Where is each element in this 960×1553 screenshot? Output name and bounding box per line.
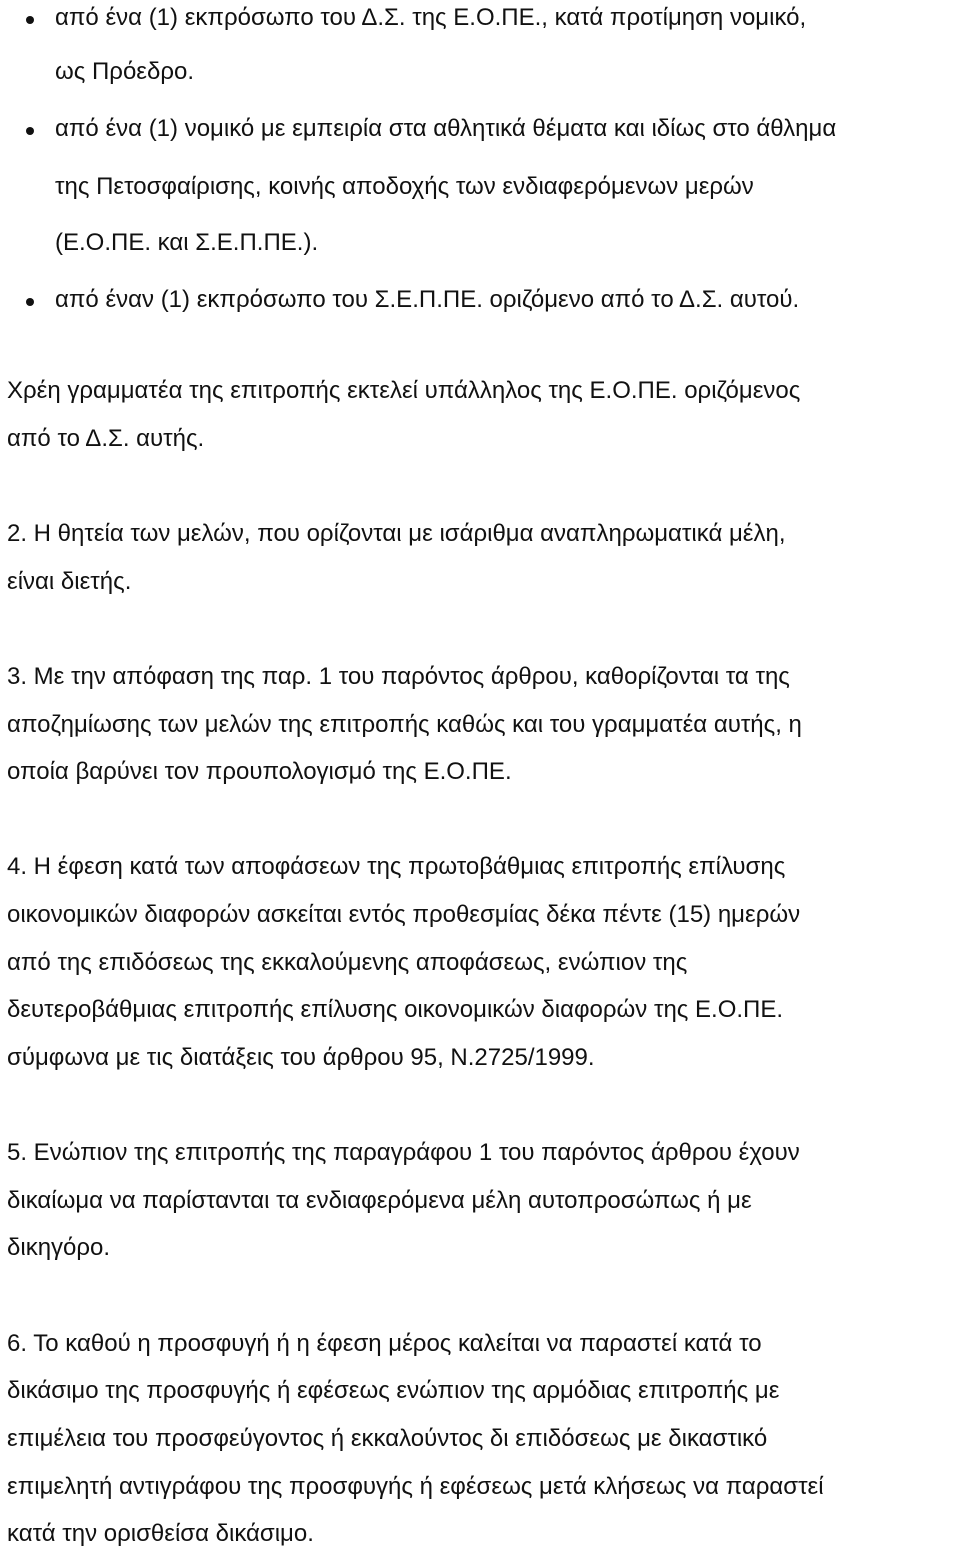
- text-line: 3. Με την απόφαση της παρ. 1 του παρόντος άρθρου, καθορίζονται τα της: [7, 663, 790, 690]
- text-line: δικαίωμα να παρίστανται τα ενδιαφερόμενα μέλη αυτοπροσώπως ή με: [7, 1187, 752, 1214]
- bullet-dot-icon: [26, 127, 34, 135]
- text-line: από έναν (1) εκπρόσωπο του Σ.Ε.Π.ΠΕ. οριζόμενο από το Δ.Σ. αυτού.: [55, 286, 800, 313]
- text-line: ως Πρόεδρο.: [55, 58, 195, 85]
- bullet-dot-icon: [26, 16, 34, 24]
- text-line: επιμελητή αντιγράφου της προσφυγής ή εφέσεως μετά κλήσεως να παραστεί: [7, 1473, 824, 1500]
- text-line: κατά την ορισθείσα δικάσιμο.: [7, 1520, 314, 1547]
- text-line: (Ε.Ο.ΠΕ. και Σ.Ε.Π.ΠΕ.).: [55, 229, 319, 256]
- text-line: της Πετοσφαίρισης, κοινής αποδοχής των ενδιαφερόμενων μερών: [55, 173, 754, 200]
- text-line: αποζημίωσης των μελών της επιτροπής καθώς και του γραμματέα αυτής, η: [7, 711, 802, 738]
- text-line: από ένα (1) εκπρόσωπο του Δ.Σ. της Ε.Ο.ΠΕ., κατά προτίμηση νομικό,: [55, 4, 807, 31]
- text-line: 6. Το καθού η προσφυγή ή η έφεση μέρος καλείται να παραστεί κατά το: [7, 1330, 762, 1357]
- text-line: από της επιδόσεως της εκκαλούμενης αποφάσεως, ενώπιον της: [7, 949, 688, 976]
- text-line: επιμέλεια του προσφεύγοντος ή εκκαλούντος δι επιδόσεως με δικαστικό: [7, 1425, 768, 1452]
- text-line: δευτεροβάθμιας επιτροπής επίλυσης οικονομικών διαφορών της Ε.Ο.ΠΕ.: [7, 996, 784, 1023]
- text-line: οποία βαρύνει τον προυπολογισμό της Ε.Ο.ΠΕ.: [7, 758, 512, 785]
- text-line: δικηγόρο.: [7, 1234, 111, 1261]
- text-line: από το Δ.Σ. αυτής.: [7, 425, 205, 452]
- text-line: οικονομικών διαφορών ασκείται εντός προθεσμίας δέκα πέντε (15) ημερών: [7, 901, 801, 928]
- text-line: δικάσιμο της προσφυγής ή εφέσεως ενώπιον της αρμόδιας επιτροπής με: [7, 1377, 780, 1404]
- text-line: Χρέη γραμματέα της επιτροπής εκτελεί υπάλληλος της Ε.Ο.ΠΕ. οριζόμενος: [7, 377, 801, 404]
- text-line: από ένα (1) νομικό με εμπειρία στα αθλητικά θέματα και ιδίως στο άθλημα: [55, 115, 837, 142]
- text-line: σύμφωνα με τις διατάξεις του άρθρου 95, Ν.2725/1999.: [7, 1044, 595, 1071]
- text-line: είναι διετής.: [7, 568, 132, 595]
- text-line: 2. Η θητεία των μελών, που ορίζονται με ισάριθμα αναπληρωματικά μέλη,: [7, 520, 786, 547]
- bullet-dot-icon: [26, 298, 34, 306]
- text-line: 4. Η έφεση κατά των αποφάσεων της πρωτοβάθμιας επιτροπής επίλυσης: [7, 853, 786, 880]
- text-line: 5. Ενώπιον της επιτροπής της παραγράφου 1 του παρόντος άρθρου έχουν: [7, 1139, 800, 1166]
